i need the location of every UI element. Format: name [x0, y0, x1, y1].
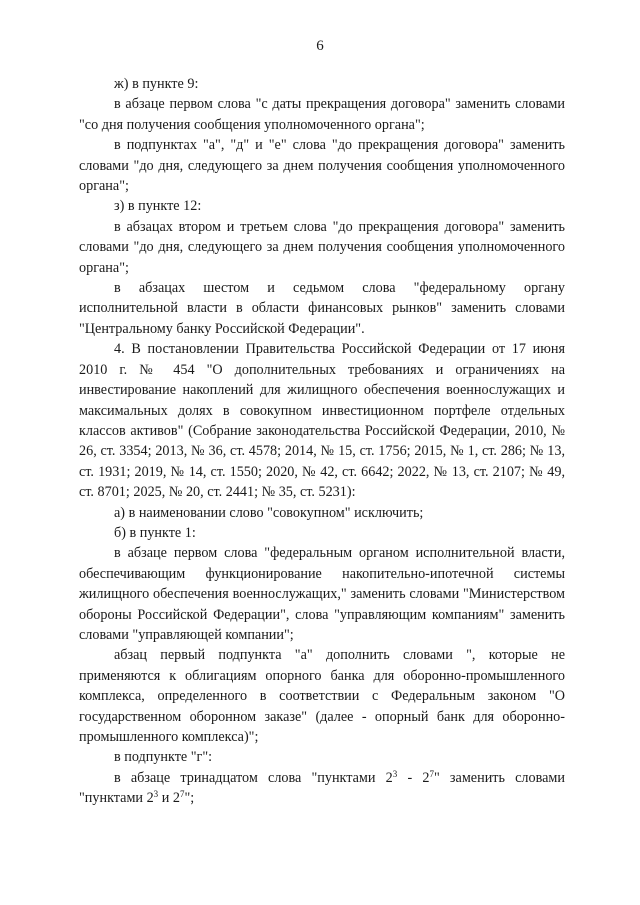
text-run: в подпункте "г": [114, 749, 213, 766]
paragraph [79, 339, 565, 502]
text-run: ж) в пункте 9: [114, 76, 199, 92]
document-body [79, 74, 565, 809]
text-run: и 2 [158, 790, 180, 807]
text-run: абзац первый подпункта "а" дополнить словами ", которые не применяются к облигациям опорного банка для оборонно-промышленного комплекса, определенного в соответствии с Федеральным законом "О государственном оборонном заказе" (далее - опорный банк для оборонно-промышленного комплекса)"; [79, 647, 565, 745]
text-run: в абзацах шестом и седьмом слова "федеральному органу исполнительной власти в области финансовых рынков" заменить словами "Центральному банку Российской Федерации". [79, 280, 565, 337]
text-run: в абзаце тринадцатом слова "пунктами 2 [114, 769, 393, 786]
text-run: а) в наименовании слово "совокупном" исключить; [114, 504, 424, 521]
paragraph [79, 196, 565, 216]
paragraph [79, 217, 565, 278]
paragraph [79, 278, 565, 339]
text-run: в подпунктах "а", "д" и "е" слова "до прекращения договора" заменить словами "до дня, следующего за днем получения сообщения уполномоченного органа"; [79, 137, 565, 195]
paragraph [79, 523, 565, 543]
page-number: 6 [316, 38, 324, 54]
superscript: 7 [429, 768, 434, 779]
text-run: 4. В постановлении Правительства Российской Федерации от 17 июня 2010 г. № 454 "О дополнительных требованиях и ограничениях на инвестирование накоплений для жилищного обеспечения военнослужащих и максимальных долях в совокупном инвестиционном портфеле отдельных классов активов" (Собрание законодательства Российской Федерации, 2010, № 26, ст. 3354; 2013, № 36, ст. 4578; 2014, № 15, ст. 1756; 2015, № 1, ст. 286; № 13, ст. 1931; 2019, № 14, ст. 1550; 2020, № 42, ст. 6642; 2022, № 13, ст. 2107; № 49, ст. 8701; 2025, № 20, ст. 2441; № 35, ст. 5231): [79, 341, 565, 501]
paragraph [79, 768, 565, 809]
superscript: 3 [392, 768, 398, 779]
paragraph [79, 747, 565, 767]
superscript: 7 [179, 789, 185, 800]
text-run: в абзаце первом слова "федеральным органом исполнительной власти, обеспечивающим функционирование накопительно-ипотечной системы жилищного обеспечения военнослужащих," заменить словами "Министерством обороны Российской Федерации", слова "управляющим компаниям" заменить словами "управляющей компании"; [79, 545, 565, 643]
paragraph [79, 503, 565, 523]
paragraph [79, 645, 565, 747]
text-run: "; [184, 790, 195, 807]
paragraph [79, 94, 565, 135]
text-run: " заменить словами "пунктами 2 [79, 769, 565, 807]
text-run: в абзаце первом слова "с даты прекращения договора" заменить словами "со дня получения сообщения уполномоченного органа"; [79, 96, 565, 133]
text-run: - 2 [397, 769, 430, 786]
text-run: в абзацах втором и третьем слова "до прекращения договора" заменить словами "до дня, следующего за днем получения сообщения уполномоченного органа"; [79, 218, 565, 276]
paragraph [79, 135, 565, 196]
paragraph [79, 543, 565, 645]
paragraph [79, 74, 565, 94]
text-run: з) в пункте 12: [114, 198, 202, 215]
text-run: б) в пункте 1: [114, 524, 196, 541]
superscript: 3 [153, 789, 159, 800]
